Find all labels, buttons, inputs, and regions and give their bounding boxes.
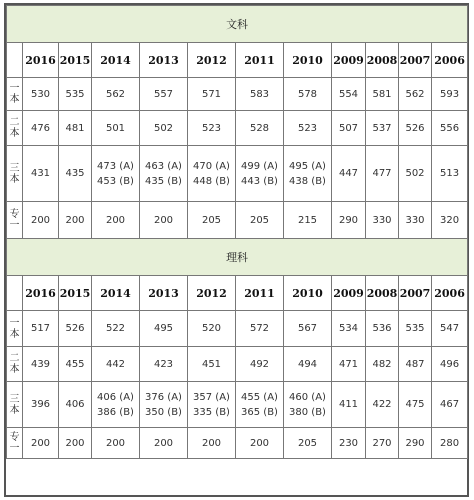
score-value: 438 (B)	[289, 175, 326, 187]
score-cell	[140, 428, 188, 459]
table-body	[7, 6, 468, 459]
score-value: 571	[201, 88, 222, 100]
score-value: 578	[297, 88, 318, 100]
score-cell	[140, 202, 188, 239]
score-value: 547	[440, 323, 460, 334]
score-cell	[188, 111, 236, 146]
score-value: 501	[105, 122, 126, 134]
score-value: 290	[338, 214, 359, 226]
year-header-cell: 2007	[399, 43, 432, 78]
score-cell	[432, 347, 468, 382]
score-value: 507	[338, 122, 359, 134]
year-header-cell: 2007	[399, 276, 432, 311]
year-header-cell: 2012	[188, 43, 236, 78]
score-value: 526	[405, 122, 425, 134]
year-header-cell: 2014	[92, 43, 140, 78]
score-cell	[236, 111, 284, 146]
year-header-cell: 2011	[236, 276, 284, 311]
score-value: 535	[65, 88, 85, 100]
score-value: 556	[440, 122, 460, 134]
score-cell	[366, 111, 399, 146]
score-value: 200	[30, 437, 51, 449]
score-value: 470 (A)	[193, 160, 230, 172]
score-cell	[284, 146, 332, 202]
score-cell	[59, 311, 92, 347]
score-cell	[59, 347, 92, 382]
row-label-char: 一	[9, 443, 20, 454]
table-row	[7, 347, 468, 382]
score-value: 522	[105, 323, 126, 334]
score-value: 460 (A)	[289, 391, 326, 403]
score-cell	[188, 146, 236, 202]
score-cell	[236, 311, 284, 347]
score-value: 205	[249, 214, 270, 226]
score-value: 335 (B)	[193, 406, 230, 418]
score-cell	[59, 146, 92, 202]
score-cell	[23, 347, 59, 382]
score-value: 482	[372, 358, 392, 370]
row-label-cell	[7, 78, 23, 111]
score-value: 290	[405, 437, 425, 449]
score-value: 523	[201, 122, 222, 134]
score-cell	[92, 311, 140, 347]
row-label-char: 本	[9, 94, 20, 105]
score-cell	[399, 382, 432, 428]
score-cell	[59, 202, 92, 239]
score-table-frame	[4, 3, 469, 497]
score-value: 495	[153, 323, 174, 334]
score-cell	[332, 428, 366, 459]
row-label-cell	[7, 428, 23, 459]
admission-score-table	[6, 5, 468, 459]
score-value: 448 (B)	[193, 175, 230, 187]
score-cell	[432, 202, 468, 239]
table-row	[7, 382, 468, 428]
row-label-char: 二	[9, 117, 20, 128]
year-header-cell: 2008	[366, 43, 399, 78]
score-value: 205	[201, 214, 222, 226]
score-cell	[332, 202, 366, 239]
score-value: 572	[249, 323, 270, 334]
score-value: 517	[30, 323, 51, 334]
score-cell	[366, 311, 399, 347]
score-value: 200	[65, 437, 85, 449]
row-label-char: 本	[9, 173, 20, 185]
score-value: 200	[201, 437, 222, 449]
score-value: 473 (A)	[97, 160, 134, 172]
score-value: 320	[440, 214, 460, 226]
score-value: 422	[372, 399, 392, 410]
score-value: 537	[372, 122, 392, 134]
year-header-cell: 2014	[92, 276, 140, 311]
row-label-char: 三	[9, 162, 20, 174]
score-cell	[59, 78, 92, 111]
score-cell	[399, 428, 432, 459]
score-value: 535	[405, 323, 425, 334]
row-label-char: 本	[9, 328, 20, 340]
score-value: 554	[338, 88, 359, 100]
row-label-char: 一	[9, 83, 20, 94]
score-value: 453 (B)	[97, 175, 134, 187]
score-cell	[432, 78, 468, 111]
score-value: 270	[372, 437, 392, 449]
year-header-cell: 2013	[140, 43, 188, 78]
score-value: 406 (A)	[97, 391, 134, 403]
score-cell	[366, 382, 399, 428]
score-cell	[188, 311, 236, 347]
score-value: 530	[30, 88, 51, 100]
year-header-cell: 2016	[23, 43, 59, 78]
year-header-cell: 2012	[188, 276, 236, 311]
score-cell	[284, 78, 332, 111]
score-cell	[284, 347, 332, 382]
score-value: 593	[440, 88, 460, 100]
score-value: 200	[65, 214, 85, 226]
score-cell	[188, 347, 236, 382]
score-cell	[399, 347, 432, 382]
table-row	[7, 146, 468, 202]
score-cell	[23, 111, 59, 146]
score-cell	[284, 111, 332, 146]
score-cell	[332, 111, 366, 146]
row-label-char: 二	[9, 353, 20, 364]
score-value: 499 (A)	[241, 160, 278, 172]
section-title: 理科	[7, 239, 468, 276]
year-header-cell: 2010	[284, 276, 332, 311]
score-value: 496	[440, 358, 460, 370]
score-value: 365 (B)	[241, 406, 278, 418]
row-label-char: 专	[9, 432, 20, 443]
score-cell	[366, 78, 399, 111]
score-value: 330	[372, 214, 392, 226]
score-cell	[236, 202, 284, 239]
score-value: 562	[405, 88, 425, 100]
score-value: 396	[30, 399, 51, 410]
score-cell	[59, 382, 92, 428]
score-value: 200	[153, 214, 174, 226]
score-value: 376 (A)	[145, 391, 182, 403]
score-cell	[332, 347, 366, 382]
score-cell	[92, 382, 140, 428]
row-label-cell	[7, 382, 23, 428]
score-value: 557	[153, 88, 174, 100]
table-row	[7, 311, 468, 347]
score-value: 280	[440, 437, 460, 449]
row-label-cell	[7, 202, 23, 239]
score-value: 443 (B)	[241, 175, 278, 187]
year-header-row	[7, 43, 468, 78]
row-label-cell	[7, 311, 23, 347]
score-value: 520	[201, 323, 222, 334]
score-cell	[23, 78, 59, 111]
score-cell	[92, 202, 140, 239]
score-value: 411	[338, 399, 359, 410]
year-header-cell: 2015	[59, 43, 92, 78]
year-header-cell: 2015	[59, 276, 92, 311]
score-value: 386 (B)	[97, 406, 134, 418]
score-cell	[59, 428, 92, 459]
score-cell	[236, 428, 284, 459]
row-label-char: 三	[9, 393, 20, 405]
score-value: 439	[30, 358, 51, 370]
score-cell	[332, 311, 366, 347]
row-label-char: 一	[9, 220, 20, 231]
score-value: 528	[249, 122, 270, 134]
year-header-cell: 2006	[432, 43, 468, 78]
score-value: 330	[405, 214, 425, 226]
score-cell	[332, 146, 366, 202]
score-cell	[23, 146, 59, 202]
year-header-cell: 2010	[284, 43, 332, 78]
score-cell	[140, 146, 188, 202]
score-cell	[188, 382, 236, 428]
score-cell	[188, 428, 236, 459]
score-cell	[140, 111, 188, 146]
score-value: 423	[153, 358, 174, 370]
corner-cell	[7, 43, 23, 78]
row-label-cell	[7, 347, 23, 382]
score-cell	[92, 146, 140, 202]
score-cell	[284, 428, 332, 459]
score-cell	[399, 311, 432, 347]
score-cell	[366, 347, 399, 382]
row-label-cell	[7, 111, 23, 146]
score-cell	[140, 382, 188, 428]
score-value: 200	[105, 437, 126, 449]
table-row	[7, 111, 468, 146]
score-value: 471	[338, 358, 359, 370]
score-cell	[59, 111, 92, 146]
score-cell	[92, 347, 140, 382]
score-cell	[399, 78, 432, 111]
score-cell	[92, 78, 140, 111]
row-label-char: 本	[9, 128, 20, 139]
score-cell	[399, 111, 432, 146]
row-label-cell	[7, 146, 23, 202]
score-value: 467	[440, 399, 460, 410]
score-cell	[23, 311, 59, 347]
table-row	[7, 78, 468, 111]
score-value: 380 (B)	[289, 406, 326, 418]
score-cell	[236, 382, 284, 428]
score-cell	[236, 78, 284, 111]
score-cell	[140, 78, 188, 111]
score-value: 523	[297, 122, 318, 134]
row-label-char: 专	[9, 209, 20, 220]
score-cell	[188, 202, 236, 239]
score-value: 431	[30, 168, 51, 179]
section-title: 文科	[7, 6, 468, 43]
score-value: 495 (A)	[289, 160, 326, 172]
score-value: 562	[105, 88, 126, 100]
score-value: 447	[338, 168, 359, 179]
year-header-cell: 2008	[366, 276, 399, 311]
score-value: 477	[372, 168, 392, 179]
table-row	[7, 202, 468, 239]
score-cell	[432, 111, 468, 146]
score-value: 451	[201, 358, 222, 370]
score-value: 350 (B)	[145, 406, 182, 418]
score-value: 494	[297, 358, 318, 370]
score-cell	[284, 311, 332, 347]
score-value: 200	[249, 437, 270, 449]
section-header-row	[7, 6, 468, 43]
score-value: 534	[338, 323, 359, 334]
score-value: 215	[297, 214, 318, 226]
score-value: 205	[297, 437, 318, 449]
score-value: 357 (A)	[193, 391, 230, 403]
section-header-row	[7, 239, 468, 276]
row-label-char: 本	[9, 404, 20, 416]
score-value: 502	[153, 122, 174, 134]
year-header-cell: 2006	[432, 276, 468, 311]
score-value: 435	[65, 168, 85, 179]
score-value: 581	[372, 88, 392, 100]
score-value: 526	[65, 323, 85, 334]
score-cell	[92, 111, 140, 146]
score-value: 536	[372, 323, 392, 334]
score-cell	[236, 347, 284, 382]
score-cell	[284, 202, 332, 239]
score-value: 455	[65, 358, 85, 370]
score-cell	[366, 202, 399, 239]
score-value: 406	[65, 399, 85, 410]
year-header-cell: 2009	[332, 276, 366, 311]
score-value: 476	[30, 122, 51, 134]
score-cell	[332, 382, 366, 428]
score-value: 487	[405, 358, 425, 370]
corner-cell	[7, 276, 23, 311]
row-label-char: 本	[9, 364, 20, 375]
score-value: 583	[249, 88, 270, 100]
score-value: 513	[440, 168, 460, 179]
year-header-cell: 2013	[140, 276, 188, 311]
year-header-row	[7, 276, 468, 311]
score-value: 463 (A)	[145, 160, 182, 172]
score-value: 502	[405, 168, 425, 179]
score-value: 481	[65, 122, 85, 134]
score-cell	[140, 347, 188, 382]
year-header-cell: 2009	[332, 43, 366, 78]
score-value: 492	[249, 358, 270, 370]
year-header-cell: 2016	[23, 276, 59, 311]
score-cell	[92, 428, 140, 459]
score-value: 435 (B)	[145, 175, 182, 187]
score-cell	[284, 382, 332, 428]
score-value: 230	[338, 437, 359, 449]
score-cell	[366, 428, 399, 459]
score-cell	[332, 78, 366, 111]
score-cell	[23, 428, 59, 459]
score-cell	[432, 382, 468, 428]
score-value: 455 (A)	[241, 391, 278, 403]
score-cell	[432, 146, 468, 202]
score-cell	[23, 202, 59, 239]
score-value: 200	[153, 437, 174, 449]
score-cell	[432, 311, 468, 347]
score-cell	[236, 146, 284, 202]
row-label-char: 一	[9, 317, 20, 329]
score-value: 200	[30, 214, 51, 226]
score-value: 567	[297, 323, 318, 334]
score-cell	[140, 311, 188, 347]
score-cell	[432, 428, 468, 459]
score-value: 442	[105, 358, 126, 370]
year-header-cell: 2011	[236, 43, 284, 78]
score-cell	[23, 382, 59, 428]
score-value: 200	[105, 214, 126, 226]
score-cell	[188, 78, 236, 111]
score-cell	[399, 202, 432, 239]
score-value: 475	[405, 399, 425, 410]
score-cell	[399, 146, 432, 202]
score-cell	[366, 146, 399, 202]
table-row	[7, 428, 468, 459]
